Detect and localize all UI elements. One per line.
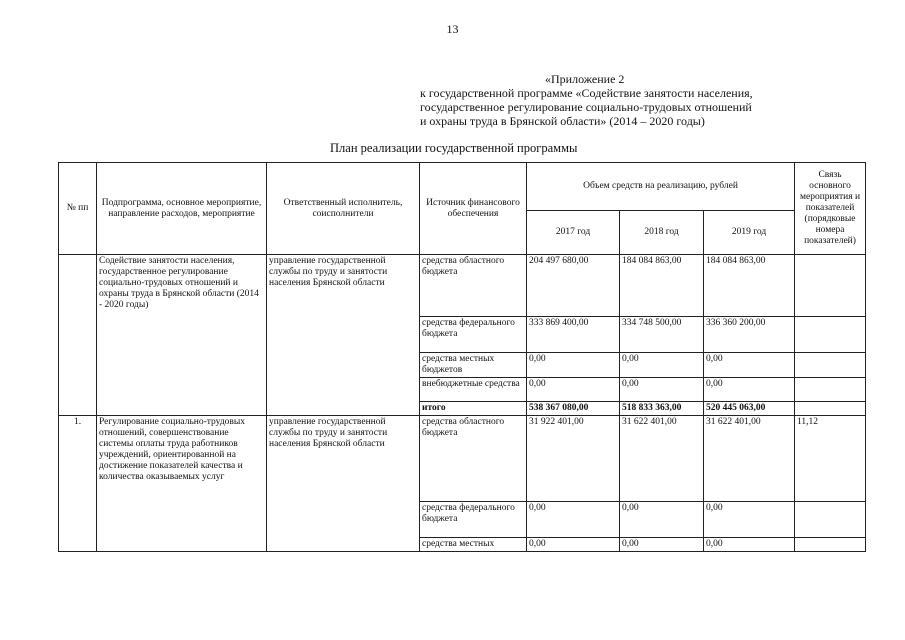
appendix-line-3: государственное регулирование социально-трудовых отношений	[420, 100, 752, 114]
value-2019: 31 622 401,00	[704, 416, 795, 502]
table-row	[59, 255, 866, 317]
measure-name: Регулирование социально-трудовых отношений, совершенствование системы оплаты труда работников учреждений, ориентированной на достижение показателей качества и количества оказываемых услуг	[97, 416, 267, 552]
source-cell: средства местных бюджетов	[420, 353, 527, 378]
value-2019: 336 360 200,00	[704, 317, 795, 353]
link-cell	[795, 538, 866, 552]
executor-name: управление государственной службы по труду и занятости населения Брянской области	[267, 416, 420, 552]
table-title: План реализации государственной программы	[330, 141, 578, 155]
appendix-line-4: и охраны труда в Брянской области» (2014 – 2020 годы)	[420, 114, 705, 128]
subprogram-name: Содействие занятости населения, государственное регулирование социально-трудовых отношений и охраны труда в Брянской области (2014 - 2020 годы)	[97, 255, 267, 416]
link-cell	[795, 255, 866, 317]
value-2017: 333 869 400,00	[527, 317, 620, 353]
value-2019: 0,00	[704, 353, 795, 378]
value-2017: 0,00	[527, 353, 620, 378]
value-2017: 0,00	[527, 502, 620, 538]
header-row-1	[59, 163, 866, 211]
value-2019: 520 445 063,00	[704, 402, 795, 416]
link-cell: 11,12	[795, 416, 866, 502]
value-2019: 0,00	[704, 502, 795, 538]
source-cell: средства областного бюджета	[420, 416, 527, 502]
header-year-2018: 2018 год	[620, 211, 704, 255]
value-2019: 0,00	[704, 378, 795, 402]
value-2017: 0,00	[527, 538, 620, 552]
value-2018: 0,00	[620, 353, 704, 378]
source-cell: средства федерального бюджета	[420, 317, 527, 353]
header-volume: Объем средств на реализацию, рублей	[527, 163, 795, 211]
header-subprogram: Подпрограмма, основное мероприятие, направление расходов, мероприятие	[97, 163, 267, 255]
value-2018: 0,00	[620, 502, 704, 538]
value-2018: 184 084 863,00	[620, 255, 704, 317]
value-2017: 204 497 680,00	[527, 255, 620, 317]
header-year-2017: 2017 год	[527, 211, 620, 255]
value-2017: 31 922 401,00	[527, 416, 620, 502]
value-2017: 0,00	[527, 378, 620, 402]
header-no: № пп	[59, 163, 97, 255]
link-cell	[795, 502, 866, 538]
value-2018: 0,00	[620, 538, 704, 552]
source-cell: итого	[420, 402, 527, 416]
header-source: Источник финансового обеспечения	[420, 163, 527, 255]
header-year-2019: 2019 год	[704, 211, 795, 255]
appendix-line-1: «Приложение 2	[545, 72, 625, 86]
value-2018: 518 833 363,00	[620, 402, 704, 416]
header-link: Связь основного мероприятия и показателей (порядковые номера показателей)	[795, 163, 866, 255]
page-number: 13	[446, 22, 459, 36]
link-cell	[795, 402, 866, 416]
executor-name: управление государственной службы по труду и занятости населения Брянской области	[267, 255, 420, 416]
appendix-heading	[420, 72, 800, 128]
source-cell: средства местных	[420, 538, 527, 552]
link-cell	[795, 378, 866, 402]
value-2019: 184 084 863,00	[704, 255, 795, 317]
header-executor: Ответственный исполнитель, соисполнители	[267, 163, 420, 255]
row-number	[59, 255, 97, 416]
link-cell	[795, 317, 866, 353]
link-cell	[795, 353, 866, 378]
plan-table	[58, 162, 866, 552]
value-2018: 334 748 500,00	[620, 317, 704, 353]
source-cell: средства областного бюджета	[420, 255, 527, 317]
table-row	[59, 416, 866, 502]
value-2018: 0,00	[620, 378, 704, 402]
appendix-line-2: к государственной программе «Содействие занятости населения,	[420, 86, 753, 100]
source-cell: внебюджетные средства	[420, 378, 527, 402]
value-2018: 31 622 401,00	[620, 416, 704, 502]
row-number: 1.	[59, 416, 97, 552]
source-cell: средства федерального бюджета	[420, 502, 527, 538]
value-2017: 538 367 080,00	[527, 402, 620, 416]
value-2019: 0,00	[704, 538, 795, 552]
